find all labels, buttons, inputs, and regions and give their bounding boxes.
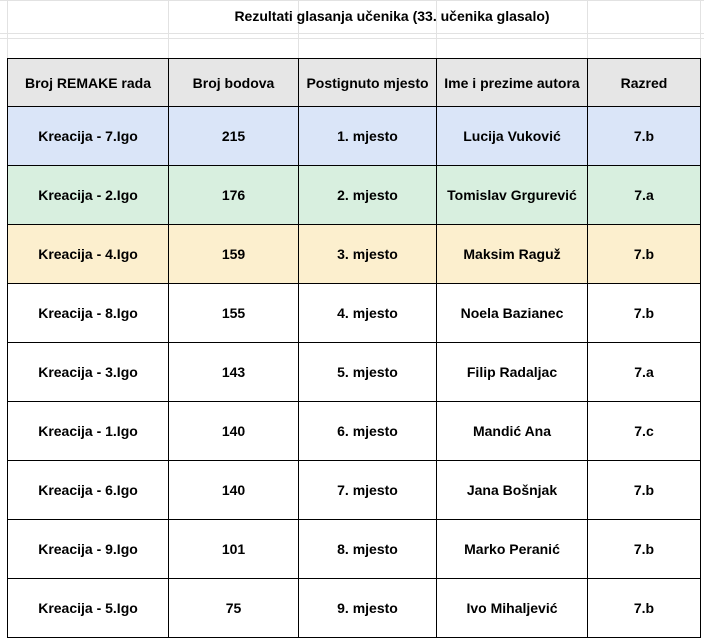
cell-class[interactable]: 7.b [588, 284, 701, 343]
table-row [8, 107, 701, 166]
cell-points[interactable]: 140 [169, 402, 299, 461]
cell-place[interactable]: 9. mjesto [299, 579, 437, 638]
cell-author[interactable]: Ivo Mihaljević [437, 579, 588, 638]
cell-work[interactable]: Kreacija - 4.Igo [8, 225, 169, 284]
cell-place[interactable]: 5. mjesto [299, 343, 437, 402]
cell-place[interactable]: 7. mjesto [299, 461, 437, 520]
cell-place[interactable]: 3. mjesto [299, 225, 437, 284]
cell-work[interactable]: Kreacija - 2.Igo [8, 166, 169, 225]
cell-points[interactable]: 215 [169, 107, 299, 166]
sheet-gridline [0, 0, 704, 1]
column-header-place[interactable]: Postignuto mjesto [299, 59, 437, 107]
column-header-work[interactable]: Broj REMAKE rada [8, 59, 169, 107]
cell-points[interactable]: 159 [169, 225, 299, 284]
table-row [8, 284, 701, 343]
table-row [8, 402, 701, 461]
sheet-gridline [0, 38, 704, 39]
cell-work[interactable]: Kreacija - 3.Igo [8, 343, 169, 402]
cell-work[interactable]: Kreacija - 9.Igo [8, 520, 169, 579]
cell-author[interactable]: Noela Bazianec [437, 284, 588, 343]
cell-author[interactable]: Maksim Raguž [437, 225, 588, 284]
cell-author[interactable]: Mandić Ana [437, 402, 588, 461]
cell-author[interactable]: Marko Peranić [437, 520, 588, 579]
cell-author[interactable]: Jana Bošnjak [437, 461, 588, 520]
sheet-gridline [0, 33, 704, 34]
cell-class[interactable]: 7.b [588, 579, 701, 638]
table-header-row [8, 59, 701, 107]
cell-place[interactable]: 4. mjesto [299, 284, 437, 343]
cell-points[interactable]: 75 [169, 579, 299, 638]
column-header-points[interactable]: Broj bodova [169, 59, 299, 107]
cell-place[interactable]: 2. mjesto [299, 166, 437, 225]
column-header-class[interactable]: Razred [588, 59, 701, 107]
cell-points[interactable]: 155 [169, 284, 299, 343]
cell-class[interactable]: 7.b [588, 520, 701, 579]
cell-work[interactable]: Kreacija - 8.Igo [8, 284, 169, 343]
cell-points[interactable]: 143 [169, 343, 299, 402]
cell-place[interactable]: 6. mjesto [299, 402, 437, 461]
cell-work[interactable]: Kreacija - 6.Igo [8, 461, 169, 520]
cell-class[interactable]: 7.a [588, 343, 701, 402]
column-header-author[interactable]: Ime i prezime autora [437, 59, 588, 107]
cell-work[interactable]: Kreacija - 1.Igo [8, 402, 169, 461]
table-row [8, 461, 701, 520]
page-title: Rezultati glasanja učenika (33. učenika glasalo) [234, 8, 550, 24]
cell-place[interactable]: 1. mjesto [299, 107, 437, 166]
cell-author[interactable]: Tomislav Grgurević [437, 166, 588, 225]
table-row [8, 579, 701, 638]
cell-work[interactable]: Kreacija - 5.Igo [8, 579, 169, 638]
cell-class[interactable]: 7.c [588, 402, 701, 461]
cell-class[interactable]: 7.b [588, 461, 701, 520]
cell-place[interactable]: 8. mjesto [299, 520, 437, 579]
cell-points[interactable]: 101 [169, 520, 299, 579]
cell-work[interactable]: Kreacija - 7.Igo [8, 107, 169, 166]
results-table [7, 58, 701, 638]
table-row [8, 225, 701, 284]
cell-author[interactable]: Filip Radaljac [437, 343, 588, 402]
cell-points[interactable]: 140 [169, 461, 299, 520]
cell-class[interactable]: 7.b [588, 107, 701, 166]
table-row [8, 166, 701, 225]
cell-class[interactable]: 7.a [588, 166, 701, 225]
cell-class[interactable]: 7.b [588, 225, 701, 284]
cell-points[interactable]: 176 [169, 166, 299, 225]
table-row [8, 520, 701, 579]
cell-author[interactable]: Lucija Vuković [437, 107, 588, 166]
table-row [8, 343, 701, 402]
